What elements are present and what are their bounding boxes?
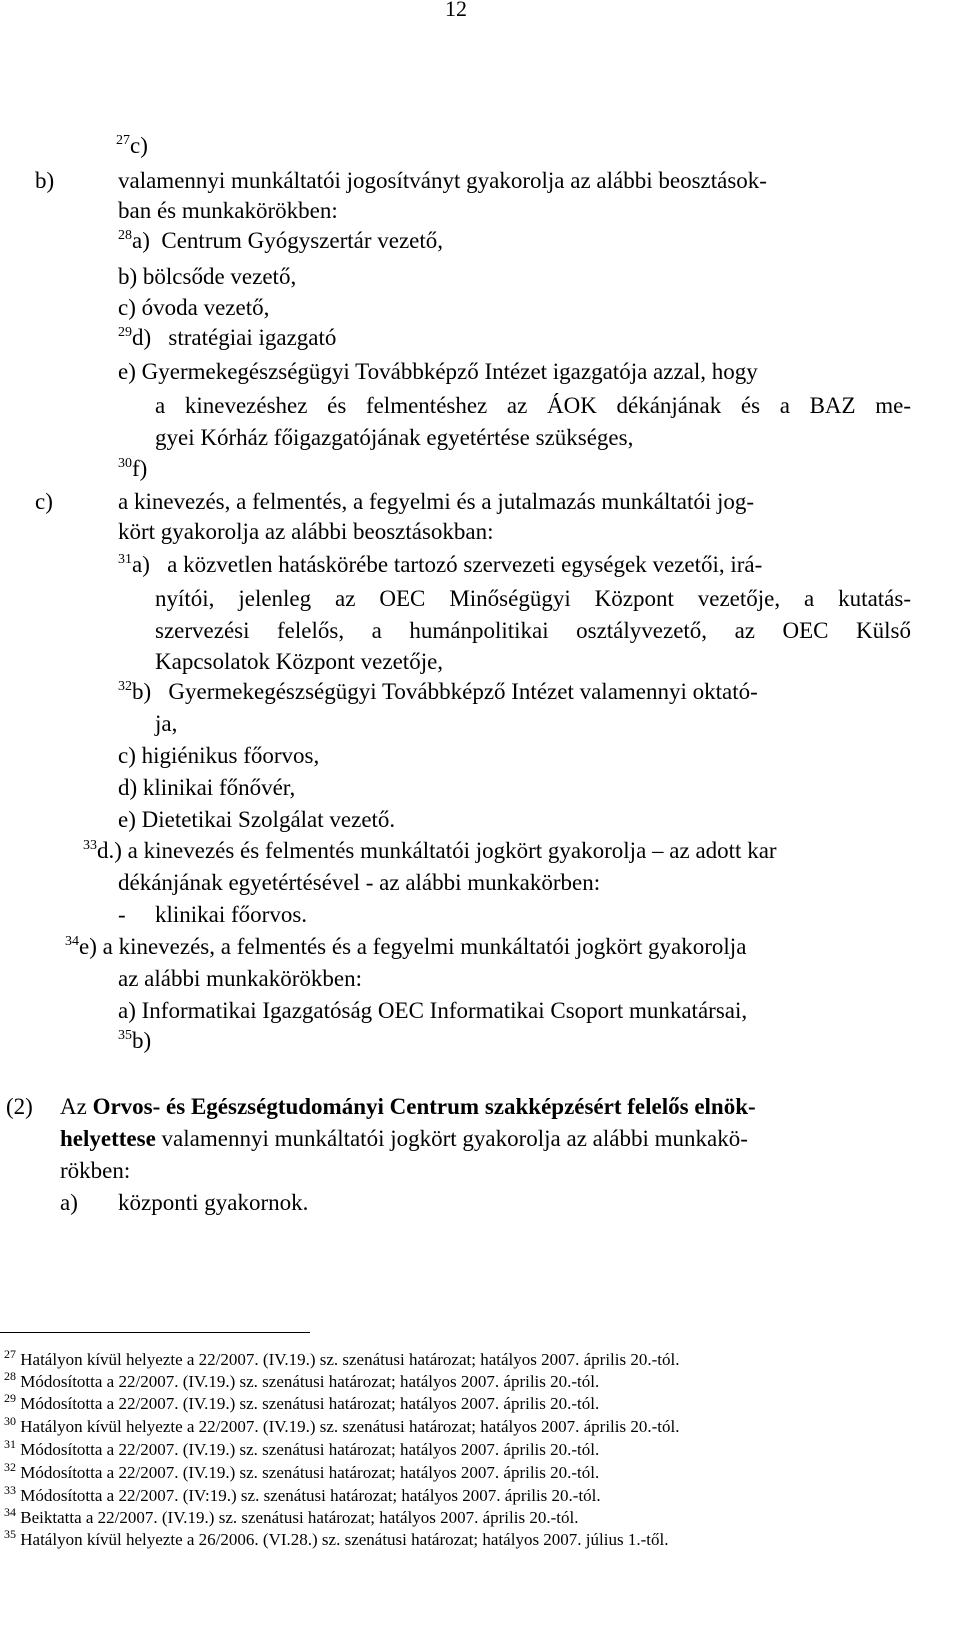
list-item — [118, 805, 395, 835]
text-line: Kapcsolatok Központ vezetője, — [155, 649, 444, 674]
item-text: valamennyi munkáltatói jogosítványt gyakorolja az alábbi beosztások- — [118, 168, 767, 193]
list-item — [118, 226, 443, 256]
text-line: szervezési felelős, a humánpolitikai osztályvezető, az OEC Külső — [155, 618, 911, 643]
item-label: b) — [132, 1028, 152, 1053]
item-text: a kinevezés és felmentés munkáltatói jogkört gyakorolja – az adott kar — [127, 838, 777, 863]
item-text: Dietetikai Szolgálat vezető. — [141, 807, 396, 832]
footnote — [4, 1437, 600, 1460]
list-item — [118, 357, 758, 387]
footnote-ref: 32 — [118, 679, 132, 694]
list-item — [35, 166, 767, 196]
footnote — [4, 1391, 600, 1414]
item-label: e) — [79, 934, 97, 959]
item-text: stratégiai igazgató — [168, 325, 337, 350]
footnote-number: 33 — [4, 1483, 16, 1497]
text-line: az alábbi munkakörökben: — [118, 966, 362, 991]
item-text: a közvetlen hatáskörébe tartozó szervezeti egységek vezetői, irá- — [167, 552, 763, 577]
item-label: a) — [60, 1190, 78, 1215]
footnote-ref: 27 — [116, 133, 130, 148]
footnote-text: Módosította a 22/2007. (IV.19.) sz. szenátusi határozat; hatályos 2007. április 20.-tól. — [20, 1463, 600, 1482]
section-paragraph — [6, 1092, 912, 1122]
item-label: a) — [132, 552, 150, 577]
footnote-number: 31 — [4, 1437, 16, 1451]
list-item — [60, 1188, 308, 1218]
footnote — [4, 1347, 680, 1370]
item-label: c) — [130, 133, 148, 158]
footnote-text: Hatályon kívül helyezte a 22/2007. (IV.19.) sz. szenátusi határozat; hatályos 2007. április 20.-tól. — [20, 1417, 680, 1436]
footnote-number: 35 — [4, 1527, 16, 1541]
footnote-number: 32 — [4, 1460, 16, 1474]
item-label: d) — [118, 775, 138, 800]
footnote-text: Beiktatta a 22/2007. (IV.19.) sz. szenátusi határozat; hatályos 2007. április 20.-tól. — [20, 1508, 579, 1527]
list-item — [118, 262, 296, 292]
list-item — [118, 550, 762, 580]
list-item — [118, 1026, 151, 1056]
footnote-ref: 28 — [118, 228, 132, 243]
item-text: Gyermekegészségügyi Továbbképző Intézet valamennyi oktató- — [168, 679, 758, 704]
footnote-number: 28 — [4, 1369, 16, 1383]
item-label: c) — [35, 489, 53, 514]
footnote-text: Módosította a 22/2007. (IV:19.) sz. szenátusi határozat; hatályos 2007. április 20.-tól. — [20, 1486, 601, 1505]
item-text: bölcsőde vezető, — [142, 264, 297, 289]
list-item — [118, 323, 336, 353]
item-label: a) — [118, 998, 136, 1023]
list-item — [118, 773, 295, 803]
item-label: c) — [118, 295, 136, 320]
footnote-text: Hatályon kívül helyezte a 22/2007. (IV.19.) sz. szenátusi határozat; hatályos 2007. április 20.-tól. — [20, 1350, 680, 1369]
list-item — [116, 131, 148, 161]
item-text: a kinevezés, a felmentés, a fegyelmi és a jutalmazás munkáltatói jog- — [118, 489, 755, 514]
item-label: d) — [132, 325, 152, 350]
text-line: kört gyakorolja az alábbi beosztásokban: — [118, 519, 494, 544]
footnote-ref: 33 — [83, 838, 97, 853]
footnote — [4, 1460, 600, 1483]
item-text: Gyermekegészségügyi Továbbképző Intézet igazgatója azzal, hogy — [141, 359, 758, 384]
footnote-text: Hatályon kívül helyezte a 26/2006. (VI.28.) sz. szenátusi határozat; hatályos 2007. július 1.-től. — [20, 1530, 669, 1549]
footnote-text: Módosította a 22/2007. (IV.19.) sz. szenátusi határozat; hatályos 2007. április 20.-tól. — [20, 1372, 600, 1391]
section-number: (2) — [6, 1094, 33, 1119]
item-label: c) — [118, 743, 136, 768]
footnote-ref: 31 — [118, 552, 132, 567]
item-text: klinikai főnővér, — [142, 775, 296, 800]
list-item — [65, 932, 746, 962]
text-line: gyei Kórház főigazgatójának egyetértése szükséges, — [155, 425, 634, 450]
section-bold-text: helyettese — [60, 1126, 156, 1151]
footnote — [4, 1527, 669, 1550]
footnote-text: Módosította a 22/2007. (IV.19.) sz. szenátusi határozat; hatályos 2007. április 20.-tól. — [20, 1440, 600, 1459]
text-line: nyítói, jelenleg az OEC Minőségügyi Központ vezetője, a kutatás- — [155, 586, 911, 611]
footnote-divider — [0, 1332, 310, 1333]
footnote-number: 29 — [4, 1391, 16, 1405]
item-text: központi gyakornok. — [118, 1190, 309, 1215]
list-item — [118, 677, 758, 707]
item-text: klinikai főorvos. — [155, 902, 308, 927]
item-label: - — [118, 902, 126, 927]
item-text: Informatikai Igazgatóság OEC Informatikai Csoport munkatársai, — [141, 998, 748, 1023]
text-line — [60, 1124, 748, 1154]
item-text: Centrum Gyógyszertár vezető, — [161, 228, 444, 253]
footnote — [4, 1414, 680, 1437]
footnote-number: 30 — [4, 1414, 16, 1428]
item-label: f) — [132, 456, 148, 481]
footnote — [4, 1505, 579, 1528]
section-text: Az — [60, 1094, 87, 1119]
item-label: b) — [35, 168, 55, 193]
item-label: e) — [118, 807, 136, 832]
text-line: ban és munkakörökben: — [118, 198, 338, 223]
item-text: a kinevezés, a felmentés és a fegyelmi munkáltatói jogkört gyakorolja — [102, 934, 747, 959]
footnote-ref: 30 — [118, 456, 132, 471]
text-line: dékánjának egyetértésével - az alábbi munkakörben: — [118, 870, 601, 895]
item-label: a) — [132, 228, 150, 253]
text-line: rökben: — [60, 1158, 131, 1183]
footnote-ref: 29 — [118, 325, 132, 340]
list-item — [83, 836, 777, 866]
list-item — [118, 293, 269, 323]
list-item — [118, 454, 147, 484]
footnote-ref: 34 — [65, 934, 79, 949]
item-label: e) — [118, 359, 136, 384]
page-number: 12 — [445, 0, 467, 21]
text-line: ja, — [155, 711, 178, 736]
list-item — [118, 741, 319, 771]
item-label: b) — [118, 264, 138, 289]
footnote-number: 27 — [4, 1347, 16, 1361]
footnote — [4, 1483, 601, 1506]
section-bold-text: Orvos- és Egészségtudományi Centrum szakképzésért felelős elnök- — [92, 1094, 756, 1119]
text-line: a kinevezéshez és felmentéshez az ÁOK dékánjának és a BAZ me- — [155, 393, 911, 418]
footnote-text: Módosította a 22/2007. (IV.19.) sz. szenátusi határozat; hatályos 2007. április 20.-tól. — [20, 1394, 600, 1413]
item-label: b) — [132, 679, 152, 704]
section-text: valamennyi munkáltatói jogkört gyakorolja az alábbi munkakö- — [161, 1126, 748, 1151]
list-item — [118, 900, 307, 930]
item-label: d.) — [97, 838, 122, 863]
list-item — [35, 487, 911, 517]
footnote-number: 34 — [4, 1505, 16, 1519]
footnote — [4, 1369, 600, 1392]
item-text: higiénikus főorvos, — [141, 743, 320, 768]
footnote-ref: 35 — [118, 1028, 132, 1043]
list-item — [118, 996, 747, 1026]
item-text: óvoda vezető, — [141, 295, 270, 320]
